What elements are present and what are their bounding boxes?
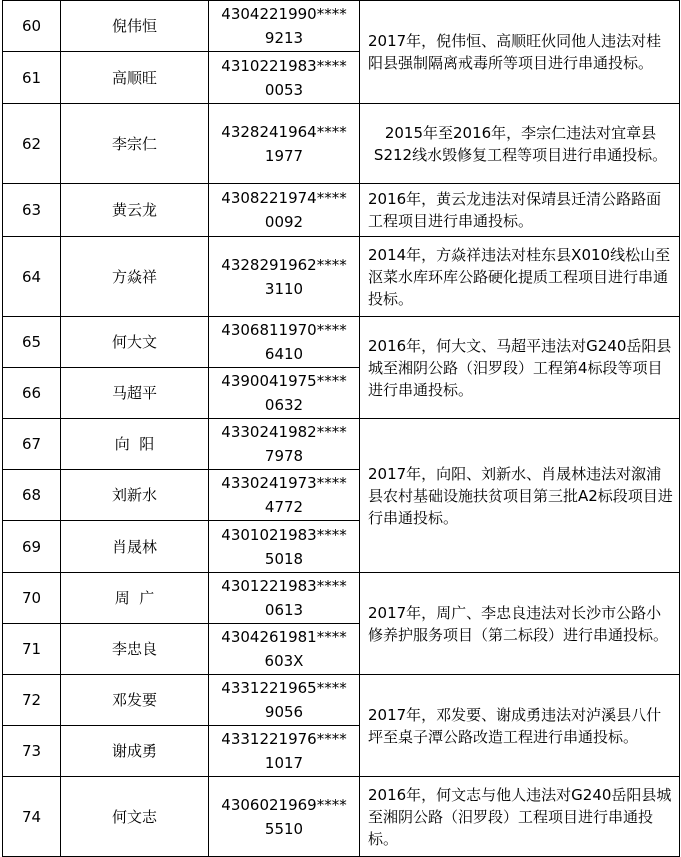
violation-description: 2014年，方焱祥违法对桂东县X010线松山至沤菜水库环库公路硬化提质工程项目进行串通投标。 xyxy=(360,237,680,317)
violation-description: 2015年至2016年，李宗仁违法对宜章县S212线水毁修复工程等项目进行串通投标。 xyxy=(360,104,680,184)
row-number: 67 xyxy=(3,419,61,470)
row-number: 70 xyxy=(3,573,61,624)
id-number: 4301221983**** 0613 xyxy=(209,573,360,624)
table-row xyxy=(3,573,680,624)
person-name: 肖晟林 xyxy=(61,521,209,573)
id-number: 4331221965**** 9056 xyxy=(209,675,360,726)
violation-description: 2017年，周广、李忠良违法对长沙市公路小修养护服务项目（第二标段）进行串通投标。 xyxy=(360,573,680,675)
person-name: 何大文 xyxy=(61,317,209,368)
person-name: 倪伟恒 xyxy=(61,1,209,52)
row-number: 61 xyxy=(3,52,61,104)
row-number: 63 xyxy=(3,184,61,237)
id-number: 4328241964**** 1977 xyxy=(209,104,360,184)
person-name: 何文志 xyxy=(61,777,209,857)
person-name: 马超平 xyxy=(61,368,209,419)
person-name: 方焱祥 xyxy=(61,237,209,317)
row-number: 68 xyxy=(3,470,61,521)
id-number: 4330241982**** 7978 xyxy=(209,419,360,470)
row-number: 69 xyxy=(3,521,61,573)
table-row xyxy=(3,184,680,237)
row-number: 64 xyxy=(3,237,61,317)
person-name: 邓发要 xyxy=(61,675,209,726)
id-number: 4304261981**** 603X xyxy=(209,624,360,675)
row-number: 73 xyxy=(3,726,61,777)
row-number: 60 xyxy=(3,1,61,52)
row-number: 65 xyxy=(3,317,61,368)
table-row xyxy=(3,675,680,726)
table-row xyxy=(3,1,680,52)
table-row xyxy=(3,104,680,184)
table-row xyxy=(3,777,680,857)
person-name: 周 广 xyxy=(61,573,209,624)
person-name: 向 阳 xyxy=(61,419,209,470)
id-number: 4330241973**** 4772 xyxy=(209,470,360,521)
id-number: 4310221983**** 0053 xyxy=(209,52,360,104)
violation-description: 2017年，倪伟恒、高顺旺伙同他人违法对桂阳县强制隔离戒毒所等项目进行串通投标。 xyxy=(360,1,680,104)
record-table xyxy=(2,0,680,857)
table-row xyxy=(3,419,680,470)
violation-description: 2016年，何文志与他人违法对G240岳阳县城至湘阴公路（汨罗段）工程项目进行串通投标。 xyxy=(360,777,680,857)
table-row xyxy=(3,237,680,317)
id-number: 4301021983**** 5018 xyxy=(209,521,360,573)
row-number: 66 xyxy=(3,368,61,419)
table-row xyxy=(3,317,680,368)
violation-description: 2017年，邓发要、谢成勇违法对泸溪县八什坪至桌子潭公路改造工程进行串通投标。 xyxy=(360,675,680,777)
violation-description: 2016年，黄云龙违法对保靖县迁清公路路面工程项目进行串通投标。 xyxy=(360,184,680,237)
person-name: 谢成勇 xyxy=(61,726,209,777)
id-number: 4306811970**** 6410 xyxy=(209,317,360,368)
id-number: 4308221974**** 0092 xyxy=(209,184,360,237)
person-name: 李宗仁 xyxy=(61,104,209,184)
row-number: 74 xyxy=(3,777,61,857)
row-number: 62 xyxy=(3,104,61,184)
violation-description: 2017年，向阳、刘新水、肖晟林违法对溆浦县农村基础设施扶贫项目第三批A2标段项目进行串通投标。 xyxy=(360,419,680,573)
id-number: 4328291962**** 3110 xyxy=(209,237,360,317)
person-name: 李忠良 xyxy=(61,624,209,675)
person-name: 高顺旺 xyxy=(61,52,209,104)
id-number: 4304221990**** 9213 xyxy=(209,1,360,52)
id-number: 4306021969**** 5510 xyxy=(209,777,360,857)
id-number: 4331221976**** 1017 xyxy=(209,726,360,777)
row-number: 72 xyxy=(3,675,61,726)
row-number: 71 xyxy=(3,624,61,675)
person-name: 黄云龙 xyxy=(61,184,209,237)
violation-description: 2016年，何大文、马超平违法对G240岳阳县城至湘阴公路（汨罗段）工程第4标段等项目进行串通投标。 xyxy=(360,317,680,419)
person-name: 刘新水 xyxy=(61,470,209,521)
id-number: 4390041975**** 0632 xyxy=(209,368,360,419)
